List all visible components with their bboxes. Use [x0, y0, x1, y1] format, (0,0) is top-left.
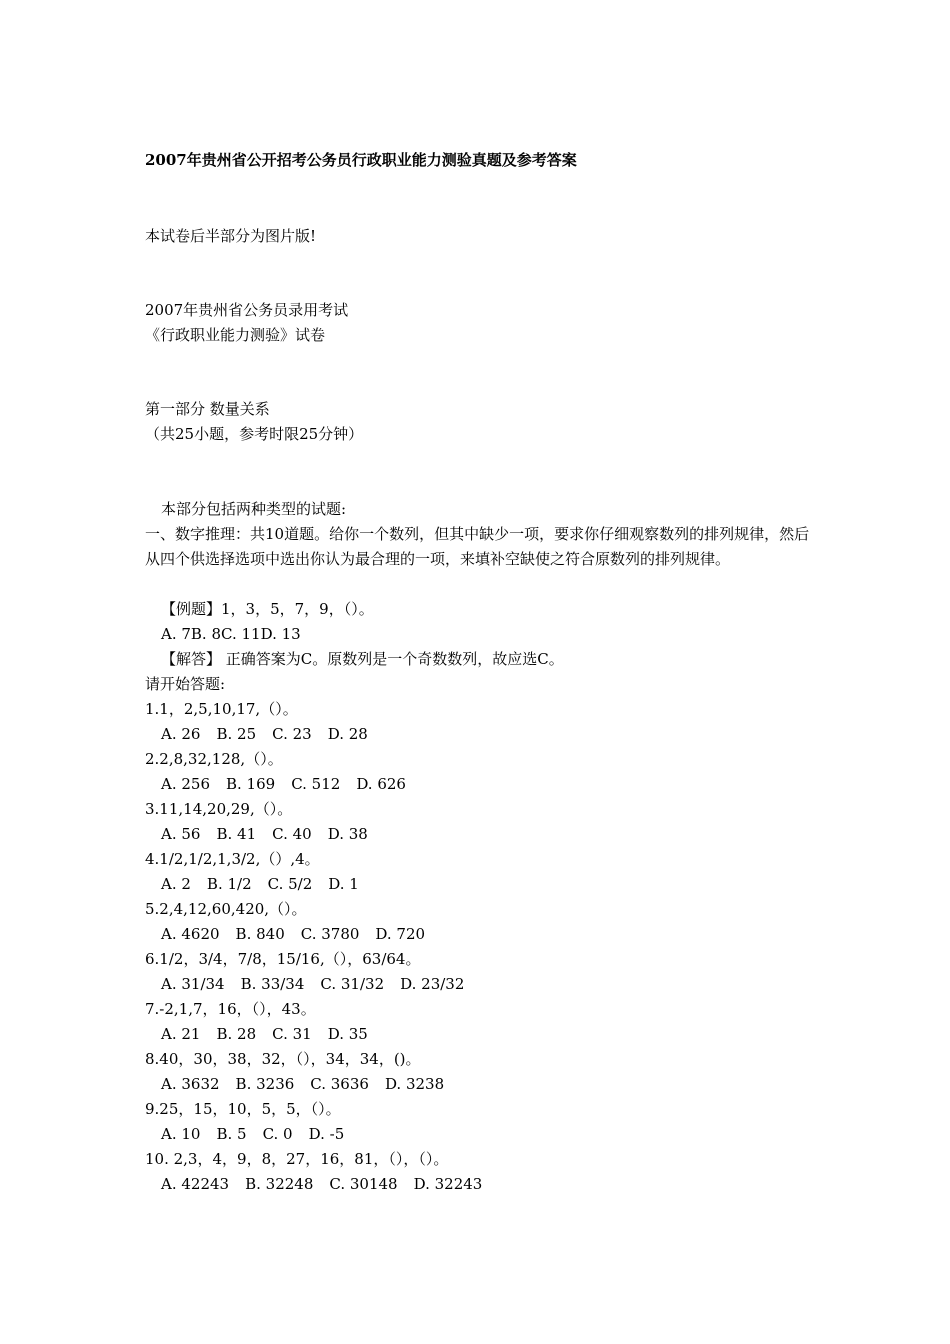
option-label: D. 1	[328, 875, 359, 893]
option-label: A. 26	[161, 725, 201, 743]
option-label: B. 25	[216, 725, 257, 743]
option-label: C. 512	[291, 775, 341, 793]
option-label: C. 23	[272, 725, 312, 743]
part-title: 第一部分 数量关系	[145, 400, 270, 418]
option-label: C. 0	[262, 1125, 293, 1143]
option-label: A. 4620	[161, 925, 220, 943]
example-options: A. 7B. 8C. 11D. 13	[161, 625, 301, 643]
option-label: C. 40	[272, 825, 312, 843]
document-title: 2007年贵州省公开招考公务员行政职业能力测验真题及参考答案	[145, 151, 577, 169]
option-label: A. 3632	[161, 1075, 220, 1093]
intro-text: 本部分包括两种类型的试题:	[161, 500, 347, 518]
start-prompt: 请开始答题:	[145, 675, 226, 693]
option-label: A. 2	[161, 875, 191, 893]
question-text: 2.2,8,32,128,（）。	[145, 750, 283, 768]
option-label: D. 626	[356, 775, 406, 793]
exam-subject-line: 《行政职业能力测验》试卷	[145, 326, 326, 344]
option-label: B. 5	[216, 1125, 247, 1143]
question-options	[145, 772, 422, 797]
option-label: B. 32248	[245, 1175, 314, 1193]
option-label: A. 56	[161, 825, 201, 843]
question-options	[145, 972, 480, 997]
question-text: 5.2,4,12,60,420,（）。	[145, 900, 307, 918]
option-label: D. -5	[308, 1125, 345, 1143]
question-text: 3.11,14,20,29,（）。	[145, 800, 293, 818]
option-label: D. 23/32	[400, 975, 465, 993]
question-options	[145, 822, 384, 847]
option-label: D. 38	[327, 825, 368, 843]
exam-name-line: 2007年贵州省公务员录用考试	[145, 301, 349, 319]
option-label: A. 256	[161, 775, 210, 793]
option-label: B. 41	[216, 825, 257, 843]
question-options	[145, 722, 384, 747]
question-options	[145, 1122, 360, 1147]
note-text: 本试卷后半部分为图片版!	[145, 227, 317, 245]
option-label: B. 28	[216, 1025, 257, 1043]
example-question: 【例题】1，3，5，7，9，（）。	[161, 600, 374, 618]
question-text: 1.1，2,5,10,17,（）。	[145, 700, 298, 718]
question-options	[145, 922, 441, 947]
option-label: D. 35	[327, 1025, 368, 1043]
option-label: D. 720	[375, 925, 426, 943]
type1-description: 一、数字推理：共10道题。给你一个数列，但其中缺少一项，要求你仔细观察数列的排列规律，然后从四个供选择选项中选出你认为最合理的一项，来填补空缺使之符合原数列的排列规律。	[145, 525, 810, 568]
option-label: C. 31/32	[320, 975, 385, 993]
question-options	[145, 1022, 384, 1047]
question-text: 8.40，30，38，32，（），34，34，()。	[145, 1050, 421, 1068]
question-text: 9.25，15，10，5，5，（）。	[145, 1100, 341, 1118]
option-label: B. 840	[235, 925, 285, 943]
option-label: A. 42243	[161, 1175, 230, 1193]
question-options	[145, 1172, 498, 1197]
option-label: A. 31/34	[161, 975, 225, 993]
example-answer: 【解答】 正确答案为C。原数列是一个奇数数列，故应选C。	[161, 650, 564, 668]
part-subtitle: （共25小题，参考时限25分钟）	[145, 425, 364, 443]
question-options	[145, 872, 375, 897]
option-label: C. 5/2	[267, 875, 313, 893]
option-label: C. 3780	[300, 925, 360, 943]
option-label: B. 3236	[235, 1075, 295, 1093]
question-text: 10. 2,3，4，9，8，27，16，81，（），（）。	[145, 1150, 449, 1168]
option-label: D. 32243	[413, 1175, 483, 1193]
option-label: A. 21	[161, 1025, 201, 1043]
question-text: 4.1/2,1/2,1,3/2,（）,4。	[145, 850, 320, 868]
option-label: B. 1/2	[206, 875, 252, 893]
option-label: B. 33/34	[240, 975, 305, 993]
question-text: 7.-2,1,7，16，（），43。	[145, 1000, 316, 1018]
question-text: 6.1/2，3/4，7/8，15/16,（），63/64。	[145, 950, 421, 968]
option-label: C. 3636	[310, 1075, 369, 1093]
option-label: D. 3238	[384, 1075, 445, 1093]
option-label: C. 31	[272, 1025, 312, 1043]
option-label: C. 30148	[329, 1175, 398, 1193]
option-label: D. 28	[327, 725, 368, 743]
option-label: A. 10	[161, 1125, 201, 1143]
question-options	[145, 1072, 460, 1097]
option-label: B. 169	[226, 775, 276, 793]
